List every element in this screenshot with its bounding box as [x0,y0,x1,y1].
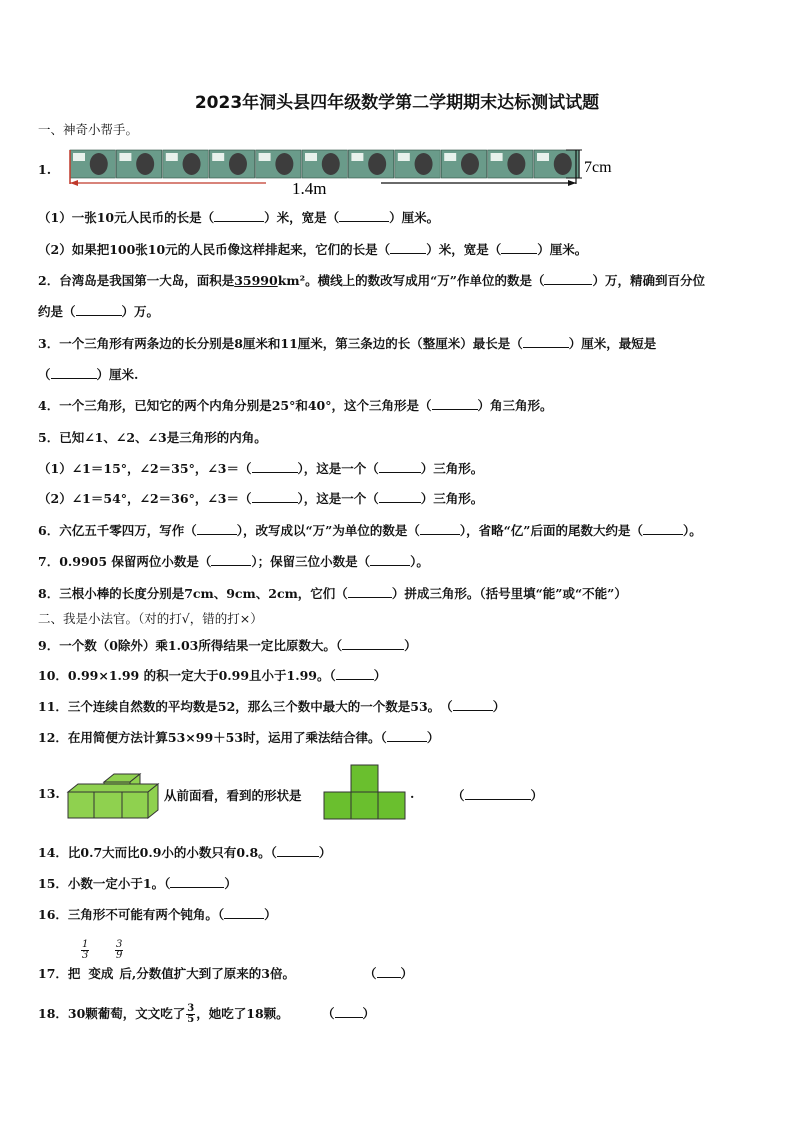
front-view-figure [322,764,408,820]
q18: 18．30颗葡萄，文文吃了 $\frac{3}{5}$ ，她吃了18颗。 [38,1003,289,1025]
answer-blank[interactable] [453,698,493,711]
answer-blank[interactable] [335,1005,363,1018]
answer-blank[interactable] [224,906,264,919]
q1-number: 1. [38,162,52,177]
answer-blank[interactable] [252,490,298,503]
denomination-mark [398,153,410,161]
portrait-icon [322,153,340,175]
answer-blank[interactable] [211,553,251,566]
denomination-mark [444,153,456,161]
portrait-icon [275,153,293,175]
denomination-mark [491,153,503,161]
q5-part2: （2）∠1＝54°，∠2＝36°，∠3＝（ ），这是一个（ ）三角形。 [38,491,484,506]
answer-blank[interactable] [465,787,531,800]
q11: 11．三个连续自然数的平均数是52，那么三个数中最大的一个数是53。 （ ） [38,699,506,714]
answer-blank[interactable] [170,875,224,888]
banknote-strip-figure [66,144,626,196]
denomination-mark [537,153,549,161]
denomination-mark [305,153,317,161]
portrait-icon [507,153,525,175]
q3-line2: （ ）厘米. [38,367,139,382]
q13-answer: （ ） [452,788,544,803]
denomination-mark [212,153,224,161]
page-title: 2023年洞头县四年级数学第二学期期末达标测试试题 [194,93,600,113]
q18-fraction: $\frac{3}{5}$ [187,1003,195,1025]
answer-blank[interactable] [252,460,298,473]
q8: 8．三根小棒的长度分别是7cm、9cm、2cm，它们（ ）拼成三角形。（括号里填“能”或“不能”） [38,586,627,601]
q9: 9．一个数（0除外）乘1.03所得结果一定比原数大。（ ） [38,638,417,653]
answer-blank[interactable] [390,241,426,254]
answer-blank[interactable] [501,241,537,254]
denomination-mark [119,153,131,161]
q13-number: 13. [38,786,60,801]
q12: 12．在用简便方法计算53×99＋53时，运用了乘法结合律。（ ） [38,730,440,745]
q17-answer: （ ） [364,966,414,981]
answer-blank[interactable] [387,729,427,742]
height-label: 7cm [584,159,612,176]
denomination-mark [73,153,85,161]
q7: 7．0.9905 保留两位小数是（ ）；保留三位小数是（ ）。 [38,554,429,569]
q13-period: . [410,786,415,801]
cube-arrangement-figure [66,772,164,820]
answer-blank[interactable] [544,272,592,285]
portrait-icon [461,153,479,175]
q1-part2: （2）如果把100张10元的人民币像这样排起来，它们的长是（ ）米，宽是（ ）厘米。 [38,242,588,257]
portrait-icon [415,153,433,175]
answer-blank[interactable] [51,366,97,379]
q14: 14．比0.7大而比0.9小的小数只有0.8。（ ） [38,845,332,860]
q2-line2: 约是（ ）万。 [38,304,160,319]
answer-blank[interactable] [379,490,421,503]
answer-blank[interactable] [379,460,421,473]
answer-blank[interactable] [523,335,569,348]
q1-part1: （1）一张10元人民币的长是（ ）米，宽是（ ）厘米。 [38,210,440,225]
q3-line1: 3．一个三角形有两条边的长分别是8厘米和11厘米，第三条边的长（整厘米）最长是（ ）厘米，最短是 [38,336,657,351]
q6: 6．六亿五千零四万，写作（ ），改写成以“万”为单位的数是（ ），省略“亿”后面的尾数大约是（ ）。 [38,523,702,538]
portrait-icon [229,153,247,175]
answer-blank[interactable] [214,209,264,222]
width-label: 1.4m [292,179,327,196]
q4: 4．一个三角形，已知它的两个内角分别是25°和40°，这个三角形是（ ）角三角形。 [38,398,553,413]
answer-blank[interactable] [348,585,392,598]
denomination-mark [259,153,271,161]
answer-blank[interactable] [76,303,122,316]
answer-blank[interactable] [420,522,460,535]
portrait-icon [90,153,108,175]
answer-blank[interactable] [370,553,410,566]
portrait-icon [183,153,201,175]
q2-line1: 2．台湾岛是我国第一大岛，面积是35990km²。横线上的数改写成用“万”作单位的数是（ ）万，精确到百分位 [38,273,705,288]
q5-intro: 5．已知∠1、∠2、∠3是三角形的内角。 [38,430,267,445]
denomination-mark [351,153,363,161]
answer-blank[interactable] [339,209,389,222]
q18-answer: （ ） [322,1006,376,1021]
q17-fraction-2: $\frac{3}{9}$ [116,939,123,961]
answer-blank[interactable] [377,965,401,978]
answer-blank[interactable] [342,637,404,650]
answer-blank[interactable] [277,844,319,857]
portrait-icon [136,153,154,175]
answer-blank[interactable] [197,522,237,535]
denomination-mark [166,153,178,161]
portrait-icon [368,153,386,175]
section-1-heading: 一、神奇小帮手。 [38,122,139,137]
q17: 17．把 变成 后,分数值扩大到了原来的3倍。 [38,966,295,981]
q13-text: 从前面看，看到的形状是 [164,788,302,803]
portrait-icon [554,153,572,175]
q16: 16．三角形不可能有两个钝角。（ ） [38,907,277,922]
answer-blank[interactable] [643,522,683,535]
answer-blank[interactable] [336,667,374,680]
q17-fraction-1: $\frac{1}{3}$ [82,939,89,961]
q5-part1: （1）∠1＝15°，∠2＝35°，∠3＝（ ），这是一个（ ）三角形。 [38,461,484,476]
section-2-heading: 二、我是小法官。（对的打√，错的打×） [38,611,263,626]
q15: 15．小数一定小于1。（ ） [38,876,237,891]
answer-blank[interactable] [432,397,478,410]
q10: 10．0.99×1.99 的积一定大于0.99且小于1.99。（ ） [38,668,387,683]
